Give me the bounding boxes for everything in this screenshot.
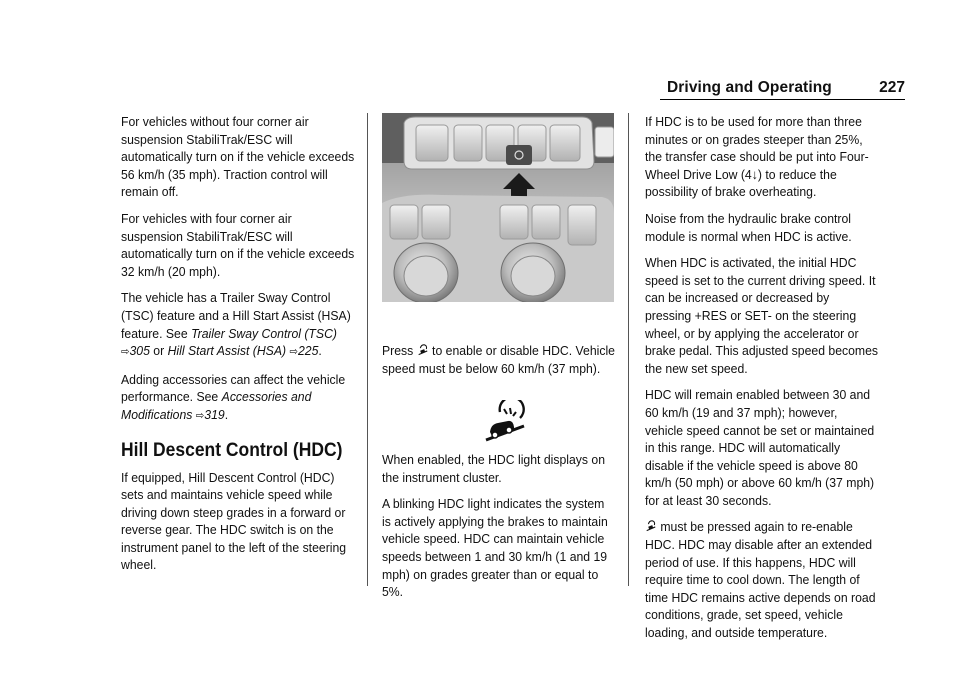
header-rule [660,99,905,100]
hdc-indicator-icon [480,400,528,446]
page-ref-305[interactable]: 305 [129,343,150,359]
header-title: Driving and Operating [667,79,832,96]
paragraph-accessories: Adding accessories can affect the vehicle performance. See Accessories and Modifications ⇨319. [121,371,346,422]
page-ref-225[interactable]: 225 [297,343,319,359]
page-ref-arrow-icon: ⇨ [195,409,205,422]
link-hill-start-assist[interactable]: Hill Start Assist (HSA) [167,343,287,359]
column-middle [382,342,616,386]
section-heading-hdc: Hill Descent Control (HDC) [121,439,343,461]
paragraph: HDC will remain enabled between 30 and 60 km/h (19 and 37 mph); however, vehicle speed cannot be set or maintained in this range. HDC will automatically disable if the vehicle speed is above 80 km/h (50 mph) or above 60 km/h (37 mph) for at least 30 seconds. [645,387,875,508]
page-number: 227 [879,79,905,96]
paragraph: A blinking HDC light indicates the system is actively applying the brakes to maintain vehicle speed. HDC can maintain vehicle speeds between 1 and 30 km/h (1 and 19 mph) on grades greater than or equal to 5%. [382,496,608,600]
down-arrow-icon: ↓ [751,166,758,182]
column-left [121,113,355,583]
paragraph-tsc-hsa: The vehicle has a Trailer Sway Control (TSC) feature and a Hill Start Assist (HSA) feature. See Trailer Sway Control (TSC) ⇨305 or Hill Start Assist (HSA) ⇨225. [121,290,351,359]
paragraph: If equipped, Hill Descent Control (HDC) sets and maintains vehicle speed while driving down steep grades in a forward or reverse gear. The HDC switch is on the instrument panel to the left of the steering wheel. [121,469,347,573]
paragraph-press: Press to enable or disable HDC. Vehicle speed must be below 60 km/h (37 mph). [382,343,615,376]
page-ref-arrow-icon: ⇨ [289,346,298,359]
page-ref-arrow-icon: ⇨ [121,346,130,359]
link-trailer-sway-control[interactable]: Trailer Sway Control (TSC) [191,325,337,341]
paragraph: For vehicles with four corner air suspension StabiliTrak/ESC will automatically turn on if the vehicle exceeds 32 km/h (20 mph). [121,210,355,279]
column-divider [628,113,629,586]
paragraph: When enabled, the HDC light displays on the instrument cluster. [382,452,606,485]
paragraph-transfer-case: If HDC is to be used for more than three minutes or on grades steeper than 25%, the transfer case should be put into Four-Wheel Drive Low (4↓) to reduce the possibility of brake overheating. [645,114,869,200]
paragraph: Noise from the hydraulic brake control module is normal when HDC is active. [645,210,852,244]
paragraph: For vehicles without four corner air suspension StabiliTrak/ESC will automatically turn on if the vehicle exceeds 56 km/h (35 mph). Traction control will remain off. [121,114,355,200]
hdc-icon [417,343,429,357]
paragraph: When HDC is activated, the initial HDC speed is set to the current driving speed. It can be increased or decreased by pressing +RES or SET- on the steering wheel, or by applying the accelerator or brake pedal. This adjusted speed becomes the new set speed. [645,255,879,376]
column-right [645,113,879,651]
link-accessories-modifications[interactable]: Accessories and Modifications [121,389,312,422]
column-divider [367,113,368,586]
hdc-switch-photo [382,113,614,302]
page-header [660,78,905,100]
column-middle-lower [382,451,616,610]
hdc-icon [645,519,657,533]
page-ref-319[interactable]: 319 [204,406,225,422]
paragraph-reenable: must be pressed again to re-enable HDC. HDC may disable after an extended period of use. If this happens, HDC will require time to cool down. The length of time HDC remains active depends on road conditions, grade, set speed, vehicle loading, and outside temperature. [645,519,876,641]
